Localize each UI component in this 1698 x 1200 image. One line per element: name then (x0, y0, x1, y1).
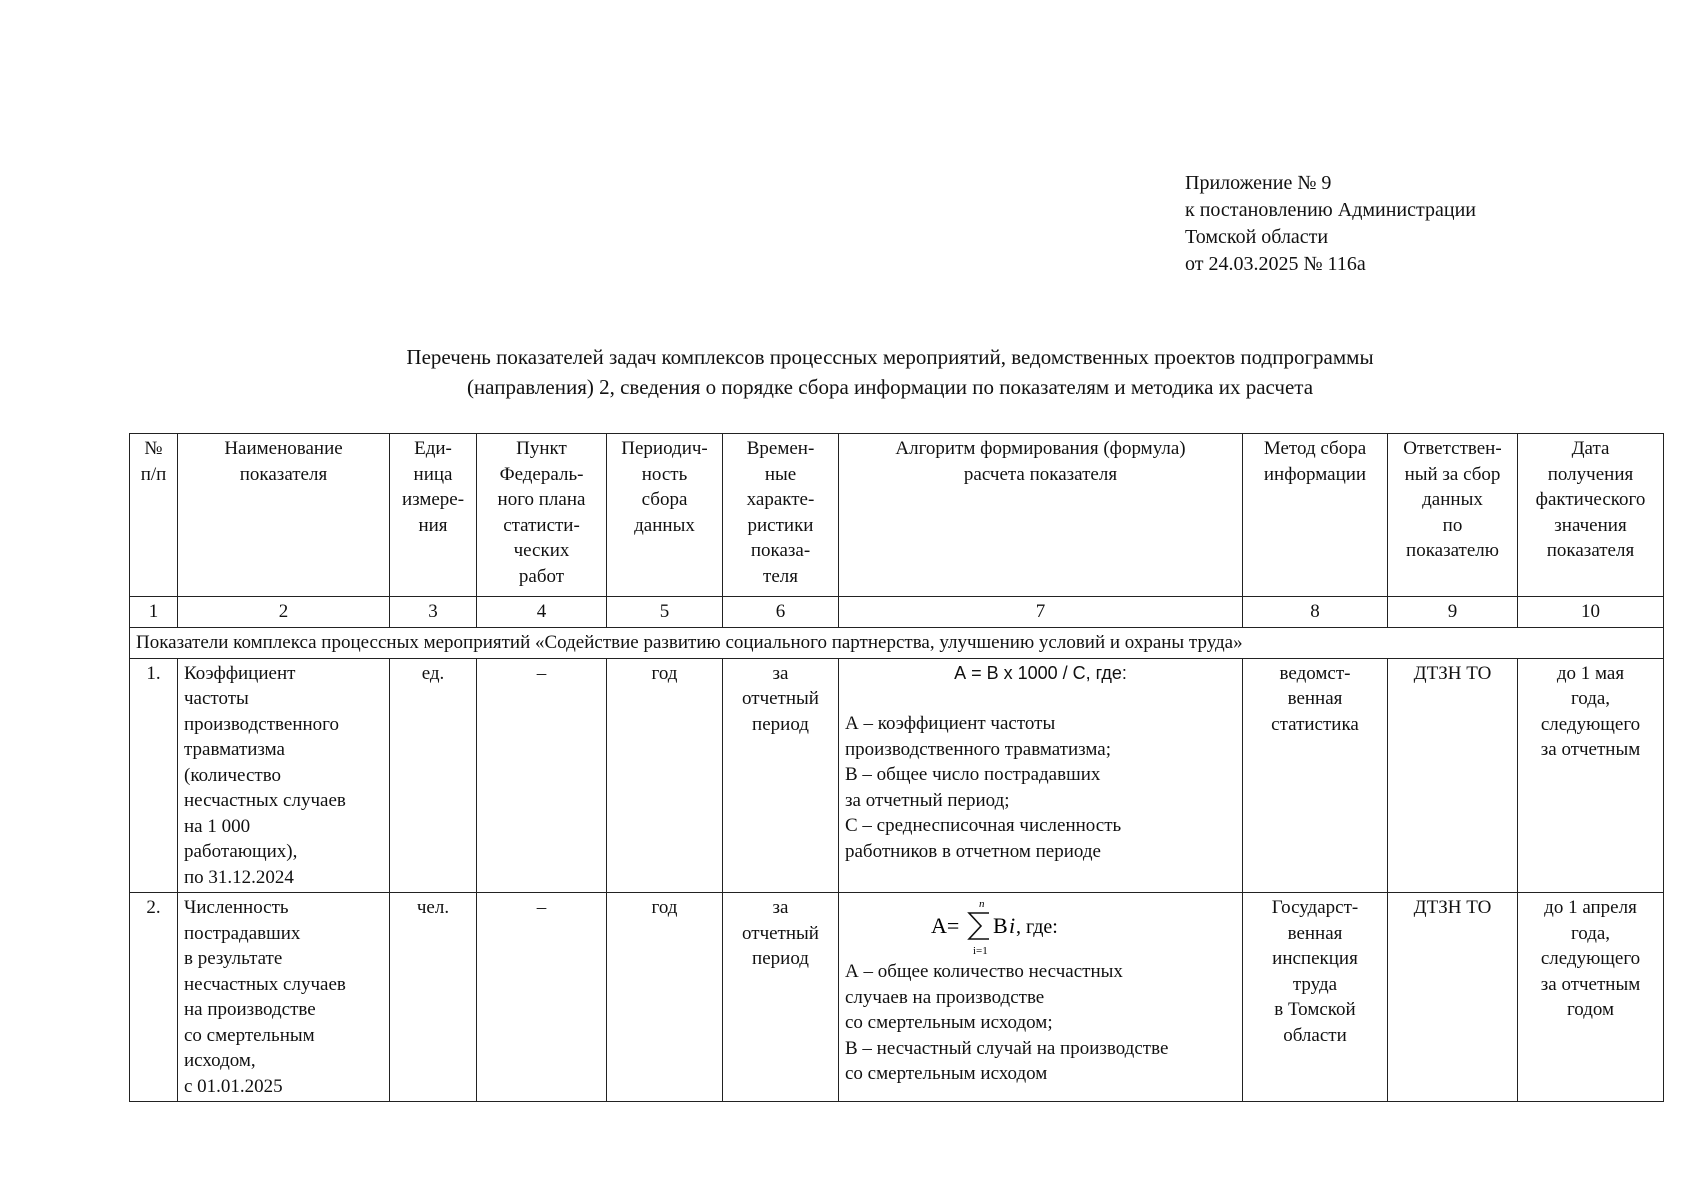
header-cell-lines (1524, 436, 1657, 564)
title-line: Перечень показателей задач комплексов процессных мероприятий, ведомственных проектов подпрограммы (406, 345, 1374, 369)
text-line: А – коэффициент частоты (845, 713, 1056, 734)
collection-method (1243, 658, 1388, 893)
header-cell-lines (136, 436, 171, 487)
time-characteristics (723, 658, 839, 893)
text-line: за (772, 662, 789, 684)
appendix-line: от 24.03.2025 № 116а (1185, 253, 1366, 275)
text-line: расчета показателя (963, 463, 1118, 485)
text-line: ный за сбор (1404, 463, 1501, 485)
text-line: измере- (401, 489, 465, 510)
text-line: данных (634, 514, 695, 536)
text-line: за (772, 897, 789, 918)
receipt-date (1518, 658, 1664, 893)
text-line: Государст- (1271, 897, 1359, 918)
indicator-name-lines (184, 661, 383, 891)
text-line: в Томской (1274, 999, 1356, 1020)
formula-tail: , где: (1015, 916, 1058, 938)
periodicity: год (607, 893, 723, 1102)
text-line: отчетный (742, 688, 819, 709)
text-line: показателю (1406, 540, 1499, 561)
text-line: со смертельным исходом; (845, 1012, 1053, 1033)
text-line: с 01.01.2025 (184, 1075, 283, 1097)
responsible: ДТЗН ТО (1388, 658, 1518, 893)
sum-upper-limit: n (978, 898, 984, 910)
text-line: области (1283, 1024, 1347, 1046)
text-line: по 31.12.2024 (184, 866, 294, 888)
text-line: статистика (1271, 713, 1359, 735)
column-number: 1 (130, 597, 178, 628)
text-line: производственного (184, 713, 339, 735)
text-line: ния (418, 514, 448, 536)
indicator-name (178, 658, 390, 893)
indicator-name (178, 893, 390, 1102)
formula: А = В х 1000 / С, где: (954, 662, 1127, 683)
column-number: 4 (477, 597, 607, 628)
text-line: сбора (641, 489, 688, 510)
responsible: ДТЗН ТО (1388, 893, 1518, 1102)
text-line: значения (1554, 514, 1627, 536)
document-title (240, 342, 1540, 402)
header-cell-responsible (1388, 434, 1518, 597)
time-characteristics-lines (729, 661, 832, 738)
receipt-date-lines (1524, 661, 1657, 763)
text-line: инспекция (1272, 948, 1358, 969)
header-cell-lines (613, 436, 716, 538)
text-line: показателя (239, 463, 328, 485)
fed-plan-item: – (477, 658, 607, 893)
text-line: отчетный (742, 922, 819, 944)
column-number: 7 (839, 597, 1243, 628)
text-line: несчастных случаев (184, 790, 346, 811)
periodicity: год (607, 658, 723, 893)
text-line: на 1 000 (184, 815, 251, 837)
text-line: венная (1287, 922, 1343, 944)
appendix-line: к постановлению Администрации (1185, 199, 1476, 221)
fed-plan-item: – (477, 893, 607, 1102)
receipt-date (1518, 893, 1664, 1102)
column-number: 2 (178, 597, 390, 628)
time-characteristics-lines (729, 895, 832, 972)
header-cell-time-char (723, 434, 839, 597)
header-cell-lines (845, 436, 1236, 487)
text-line: Дата (1571, 438, 1610, 459)
header-cell-method (1243, 434, 1388, 597)
text-line: травматизма (184, 739, 285, 760)
text-line: информации (1263, 463, 1367, 485)
header-cell-name (178, 434, 390, 597)
unit: чел. (390, 893, 477, 1102)
table-row (130, 893, 1664, 1102)
text-line: венная (1287, 688, 1343, 709)
header-cell-lines (1394, 436, 1511, 564)
column-number-row (130, 597, 1664, 628)
text-line: Алгоритм формирования (формула) (895, 438, 1186, 459)
text-line: Метод сбора (1263, 438, 1367, 459)
title-line: (направления) 2, сведения о порядке сбора информации по показателям и методика их расчета (466, 375, 1314, 399)
header-cell-lines (729, 436, 832, 589)
text-line: теля (763, 565, 798, 587)
text-line: Ответствен- (1403, 438, 1502, 459)
text-line: Федераль- (499, 463, 584, 485)
text-line: за отчетный период; (845, 789, 1010, 811)
collection-method (1243, 893, 1388, 1102)
text-line: № (144, 438, 163, 459)
receipt-date-lines (1524, 895, 1657, 1023)
text-line: на производстве (184, 999, 316, 1020)
text-line: работников в отчетном периоде (845, 840, 1101, 862)
text-line: фактического (1535, 489, 1646, 510)
indicators-table (129, 433, 1664, 1102)
text-line: года, (1570, 688, 1611, 709)
text-line: А – общее количество несчастных (845, 961, 1123, 982)
header-cell-algorithm (839, 434, 1243, 597)
text-line: ческих (513, 540, 570, 561)
text-line: в результате (184, 948, 283, 969)
text-line: работ (518, 565, 565, 587)
text-line: со смертельным (184, 1024, 315, 1046)
text-line: показа- (750, 540, 811, 561)
header-cell-lines (396, 436, 470, 538)
header-cell-date (1518, 434, 1664, 597)
formula-index: i (1008, 913, 1015, 938)
column-number: 8 (1243, 597, 1388, 628)
text-line: Пункт (516, 438, 567, 459)
time-characteristics (723, 893, 839, 1102)
algorithm-lines (845, 711, 1236, 864)
text-line: работающих), (184, 841, 298, 862)
text-line: исходом, (184, 1050, 256, 1071)
header-cell-fed-plan (477, 434, 607, 597)
algorithm-cell (839, 893, 1243, 1102)
text-line: года, (1570, 922, 1611, 944)
sum-lower-limit: i=1 (972, 945, 988, 957)
sigma-icon (969, 913, 989, 939)
column-number: 10 (1518, 597, 1664, 628)
appendix-block (1185, 170, 1476, 278)
header-cell-lines (184, 436, 383, 487)
formula-term: В (992, 913, 1008, 938)
appendix-line: Приложение № 9 (1185, 172, 1332, 194)
text-line: В – несчастный случай на производстве (845, 1037, 1169, 1059)
text-line: за отчетным (1540, 973, 1641, 995)
column-number: 5 (607, 597, 723, 628)
text-line: ные (764, 463, 797, 485)
collection-method-lines (1249, 895, 1381, 1048)
text-line: п/п (140, 463, 167, 485)
text-line: Времен- (746, 438, 815, 459)
algorithm-cell (839, 658, 1243, 893)
text-line: до 1 апреля (1544, 897, 1637, 918)
section-row (130, 627, 1664, 658)
header-cell-number (130, 434, 178, 597)
header-row (130, 434, 1664, 597)
text-line: В – общее число пострадавших (845, 764, 1101, 785)
text-line: Периодич- (621, 438, 708, 459)
text-line: показателя (1546, 540, 1635, 561)
sum-formula-svg (931, 896, 1151, 958)
text-line: статисти- (503, 514, 580, 536)
text-line: пострадавших (184, 922, 301, 944)
indicator-name-lines (184, 895, 383, 1099)
text-line: ность (641, 463, 688, 485)
text-line: частоты (184, 688, 249, 709)
text-line: по (1442, 514, 1463, 536)
text-line: Численность (184, 897, 289, 918)
unit: ед. (390, 658, 477, 893)
text-line: следующего (1540, 948, 1641, 969)
algorithm-lines (845, 959, 1236, 1087)
text-line: характе- (746, 489, 815, 510)
header-cell-unit (390, 434, 477, 597)
text-line: Коэффициент (184, 662, 296, 684)
text-line: данных (1422, 489, 1483, 510)
formula-lhs: А= (930, 913, 959, 938)
column-number: 9 (1388, 597, 1518, 628)
text-line: ристики (747, 514, 814, 536)
text-line: производственного травматизма; (845, 738, 1111, 760)
row-number: 1. (130, 658, 178, 893)
text-line: период (752, 948, 809, 969)
text-line: до 1 мая (1556, 662, 1625, 684)
section-title: Показатели комплекса процессных мероприятий «Содействие развитию социального партнерства, улучшению условий и охраны труда» (130, 627, 1664, 658)
text-line: получения (1547, 463, 1634, 485)
text-line: случаев на производстве (845, 986, 1045, 1008)
text-line: за отчетным (1540, 739, 1641, 760)
header-cell-lines (1249, 436, 1381, 487)
column-number: 3 (390, 597, 477, 628)
text-line: ного плана (497, 489, 586, 510)
header-cell-periodicity (607, 434, 723, 597)
text-line: со смертельным исходом (845, 1063, 1048, 1084)
text-line: период (752, 713, 809, 735)
text-line: (количество (184, 764, 282, 786)
header-cell-lines (483, 436, 600, 589)
text-line: несчастных случаев (184, 973, 346, 995)
collection-method-lines (1249, 661, 1381, 738)
text-line: годом (1566, 999, 1615, 1020)
text-line: следующего (1540, 713, 1641, 735)
row-number: 2. (130, 893, 178, 1102)
text-line: Наименование (224, 438, 343, 459)
text-line: труда (1292, 973, 1338, 995)
text-line: С – среднесписочная численность (845, 815, 1122, 836)
text-line: ведомст- (1279, 662, 1351, 684)
appendix-line: Томской области (1185, 226, 1329, 248)
column-number: 6 (723, 597, 839, 628)
table-row (130, 658, 1664, 893)
sum-formula (845, 895, 1236, 959)
text-line: ница (413, 463, 453, 485)
text-line: Еди- (414, 438, 452, 459)
